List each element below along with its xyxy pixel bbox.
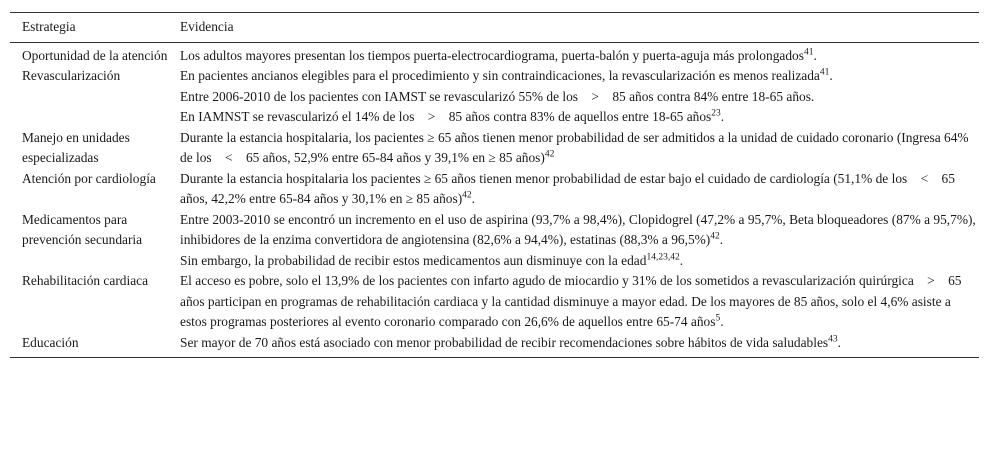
table-body bbox=[10, 42, 979, 358]
evidence-cell bbox=[168, 271, 979, 333]
reference-superscript: 42 bbox=[544, 149, 555, 160]
sentence-end: . bbox=[471, 191, 476, 206]
table-row bbox=[10, 169, 979, 210]
evidence-table bbox=[10, 12, 979, 358]
sentence-end: . bbox=[720, 314, 724, 329]
evidence-text: Ser mayor de 70 años está asociado con menor probabilidad de recibir recomendaciones sobre hábitos de vida saludables bbox=[180, 334, 829, 350]
evidence-cell bbox=[168, 210, 979, 272]
sentence-end: . bbox=[829, 68, 833, 83]
evidence-cell bbox=[168, 333, 979, 358]
reference-superscript: 14,23,42 bbox=[646, 252, 680, 263]
strategy-cell: Revascularización bbox=[22, 68, 121, 83]
evidence-cell bbox=[168, 42, 979, 66]
table-row bbox=[10, 42, 979, 66]
strategy-cell: Atención por cardiología bbox=[22, 170, 156, 186]
evidence-text: En pacientes ancianos elegibles para el procedimiento y sin contraindicaciones, la revascularización es menos realizada bbox=[180, 68, 820, 83]
evidence-paragraph bbox=[180, 271, 979, 333]
sentence-end: . bbox=[679, 252, 684, 268]
reference-superscript: 42 bbox=[710, 231, 720, 242]
evidence-text: El acceso es pobre, solo el 13,9% de los pacientes con infarto agudo de miocardio y 31% de los sometidos a revascularización quirúrgica > 65 años participan en programas de rehabilitación cardiaca y la cantidad disminuye a mayor edad. De los mayores de 85 años, solo el 4,6% asiste a estos programas posteriores al evento coronario comparado con 26,6% de aquellos entre 65-74 años bbox=[180, 273, 965, 329]
evidence-paragraph bbox=[180, 66, 979, 87]
table-row bbox=[10, 128, 979, 169]
evidence-text: En IAMNST se revascularizó el 14% de los > 85 años contra 83% de aquellos entre 18-65 años bbox=[180, 109, 712, 124]
header-strategy: Estrategia bbox=[10, 13, 168, 43]
sentence-end: . bbox=[720, 109, 725, 124]
header-evidence: Evidencia bbox=[168, 13, 979, 43]
evidence-text: Entre 2003-2010 se encontró un incremento en el uso de aspirina (93,7% a 98,4%), Clopidogrel (47,2% a 95,7%, Beta bloqueadores (87% a 95,7%), inhibidores de la enzima convertidora de angiotensina (82,6% a 94,4%), estatinas (88,3% a 96,5%) bbox=[180, 211, 980, 247]
evidence-cell bbox=[168, 66, 979, 128]
strategy-cell: Educación bbox=[10, 333, 168, 358]
evidence-text: Durante la estancia hospitalaria, los pacientes ≥ 65 años tienen menor probabilidad de ser admitidos a la unidad de cuidado coronario (Ingresa 64% de los < 65 años, 52,9% entre 65-84 años y 39,1% en ≥ 85 años) bbox=[180, 129, 972, 165]
evidence-paragraph bbox=[180, 333, 979, 354]
evidence-paragraph bbox=[180, 87, 979, 108]
strategy-cell: Rehabilitación cardiaca bbox=[22, 273, 149, 288]
evidence-paragraph bbox=[180, 46, 979, 67]
table-row bbox=[10, 66, 979, 128]
evidence-paragraph bbox=[180, 107, 979, 128]
evidence-text: Durante la estancia hospitalaria los pacientes ≥ 65 años tienen menor probabilidad de estar bajo el cuidado de cardiología (51,1% de los < 65 años, 42,2% entre 65-84 años y 30,1% en ≥ 85 años) bbox=[180, 170, 959, 206]
table-row bbox=[10, 333, 979, 358]
sentence-end: . bbox=[813, 47, 817, 63]
reference-superscript: 41 bbox=[803, 47, 814, 58]
reference-superscript: 42 bbox=[462, 190, 472, 201]
evidence-text: Sin embargo, la probabilidad de recibir estos medicamentos aun disminuye con la edad bbox=[180, 252, 647, 268]
strategy-cell: Oportunidad de la atención bbox=[22, 47, 168, 63]
strategy-cell: Manejo en unidades especializadas bbox=[22, 129, 130, 165]
strategy-cell: Medicamentos para prevención secundaria bbox=[22, 211, 143, 247]
evidence-cell bbox=[168, 128, 979, 169]
reference-superscript: 41 bbox=[819, 67, 830, 78]
table-row bbox=[10, 210, 979, 272]
evidence-paragraph bbox=[180, 251, 979, 272]
table-header bbox=[10, 13, 979, 43]
sentence-end: . bbox=[719, 232, 724, 247]
reference-superscript: 23 bbox=[711, 108, 721, 119]
evidence-paragraph bbox=[180, 210, 979, 251]
reference-superscript: 5 bbox=[715, 313, 721, 324]
evidence-paragraph bbox=[180, 128, 979, 169]
evidence-cell bbox=[168, 169, 979, 210]
evidence-text: Los adultos mayores presentan los tiempos puerta-electrocardiograma, puerta-balón y puerta-aguja más prolongados bbox=[180, 47, 804, 63]
reference-superscript: 43 bbox=[828, 334, 838, 345]
evidence-text: Entre 2006-2010 de los pacientes con IAMST se revascularizó 55% de los > 85 años contra 84% entre 18-65 años. bbox=[180, 88, 815, 104]
evidence-paragraph bbox=[180, 169, 979, 210]
sentence-end: . bbox=[837, 334, 841, 350]
table-row bbox=[10, 271, 979, 333]
